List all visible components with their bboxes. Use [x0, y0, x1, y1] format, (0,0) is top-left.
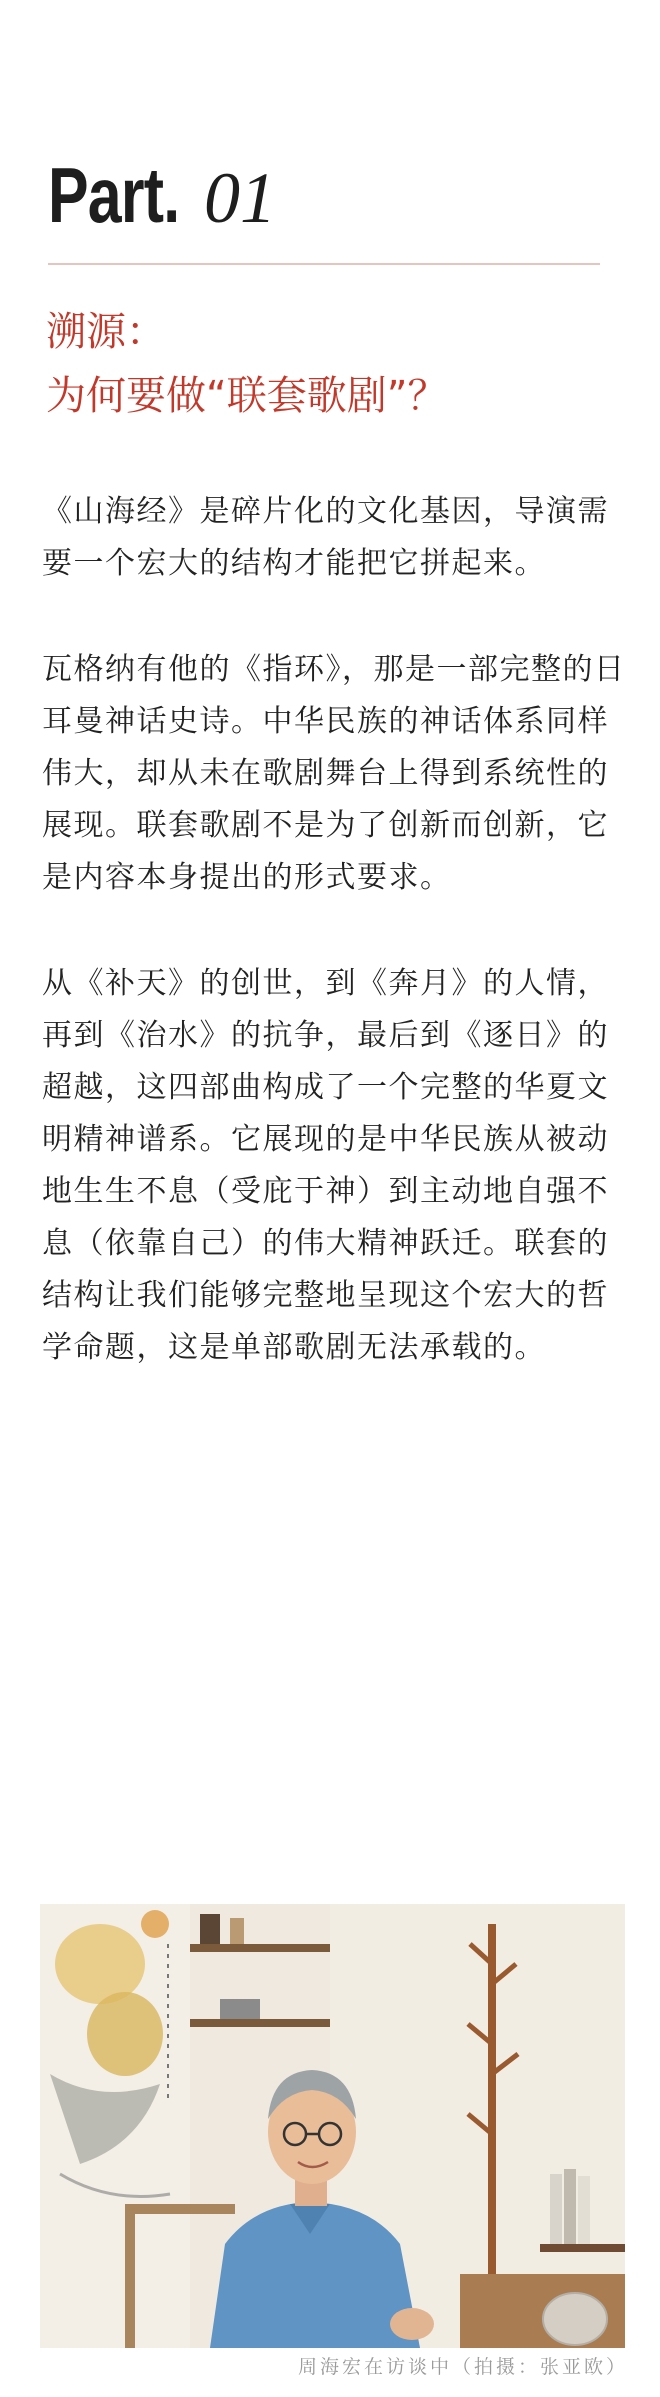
paragraph: 《山海经》是碎片化的文化基因，导演需要一个宏大的结构才能把它拼起来。 — [42, 494, 609, 581]
part-label: Part. — [48, 151, 180, 239]
article-body — [42, 486, 626, 1428]
section-title — [46, 300, 447, 428]
section-title-line-2: 为何要做“联套歌剧”？ — [46, 373, 448, 419]
part-number: 01 — [204, 158, 276, 238]
interview-photo-illustration — [40, 1904, 625, 2348]
part-heading — [48, 150, 276, 241]
section-title-line-1: 溯源： — [46, 309, 166, 355]
paragraph: 瓦格纳有他的《指环》，那是一部完整的日耳曼神话史诗。中华民族的神话体系同样伟大，却从未在歌剧舞台上得到系统性的展现。联套歌剧不是为了创新而创新，它是内容本身提出的形式要求。 — [42, 652, 626, 895]
photo-caption: 周海宏在访谈中（拍摄：张亚欧） — [297, 2356, 628, 2378]
paragraph: 从《补天》的创世，到《奔月》的人情，再到《治水》的抗争，最后到《逐日》的超越，这四部曲构成了一个完整的华夏文明精神谱系。它展现的是中华民族从被动地生生不息（受庇于神）到主动地自强不息（依靠自己）的伟大精神跃迁。联套的结构让我们能够完整地呈现这个宏大的哲学命题，这是单部歌剧无法承载的。 — [42, 966, 609, 1365]
heading-divider — [48, 263, 600, 265]
interview-photo — [40, 1904, 625, 2348]
